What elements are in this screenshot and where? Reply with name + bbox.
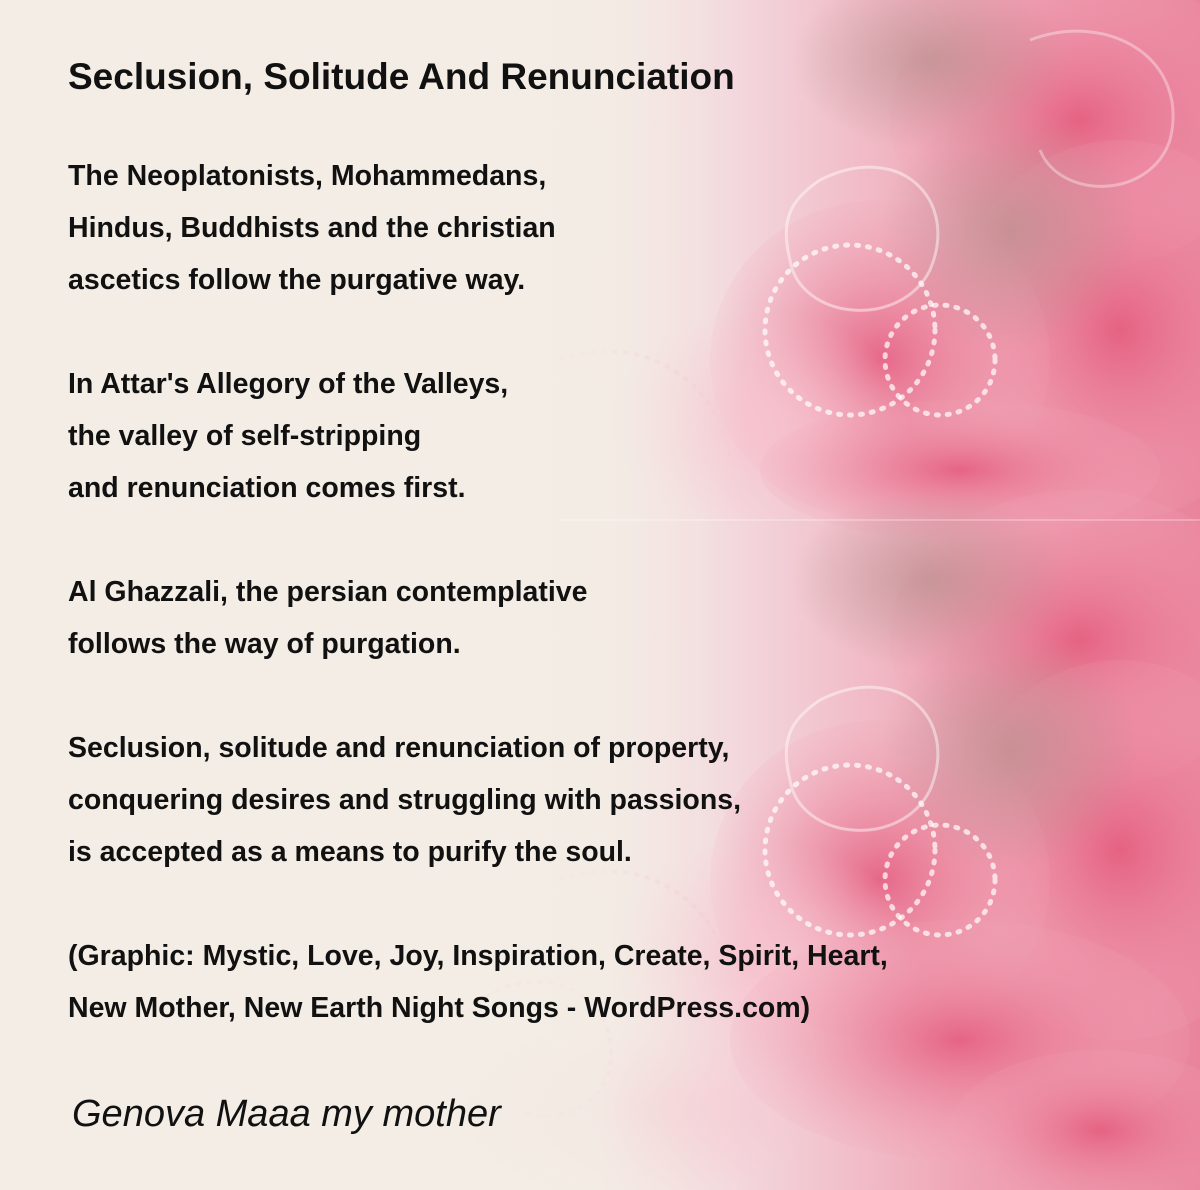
poem-line: and renunciation comes first. bbox=[68, 472, 466, 504]
poem-line: The Neoplatonists, Mohammedans, bbox=[68, 160, 547, 192]
poem-line: Seclusion, solitude and renunciation of property, bbox=[68, 732, 730, 764]
poem-line: In Attar's Allegory of the Valleys, bbox=[68, 368, 509, 400]
poem-line: (Graphic: Mystic, Love, Joy, Inspiration, Create, Spirit, Heart, bbox=[68, 940, 888, 972]
poem-line: conquering desires and struggling with passions, bbox=[68, 784, 742, 816]
poem-line: the valley of self-stripping bbox=[68, 420, 422, 452]
poem-line: Hindus, Buddhists and the christian bbox=[68, 212, 556, 244]
poem-line: is accepted as a means to purify the soul. bbox=[68, 836, 632, 868]
stanza-2 bbox=[68, 358, 508, 514]
stanza-3 bbox=[68, 566, 587, 670]
poem-line: follows the way of purgation. bbox=[68, 628, 461, 660]
stanza-1 bbox=[68, 150, 556, 306]
stanza-5 bbox=[68, 930, 888, 1034]
poem-line: New Mother, New Earth Night Songs - WordPress.com) bbox=[68, 992, 811, 1024]
poem-line: ascetics follow the purgative way. bbox=[68, 264, 526, 296]
stanza-4 bbox=[68, 722, 741, 878]
poem-line: Al Ghazzali, the persian contemplative bbox=[68, 576, 588, 608]
poem-author: Genova Maaa my mother bbox=[72, 1093, 501, 1135]
poem-title: Seclusion, Solitude And Renunciation bbox=[68, 56, 735, 97]
